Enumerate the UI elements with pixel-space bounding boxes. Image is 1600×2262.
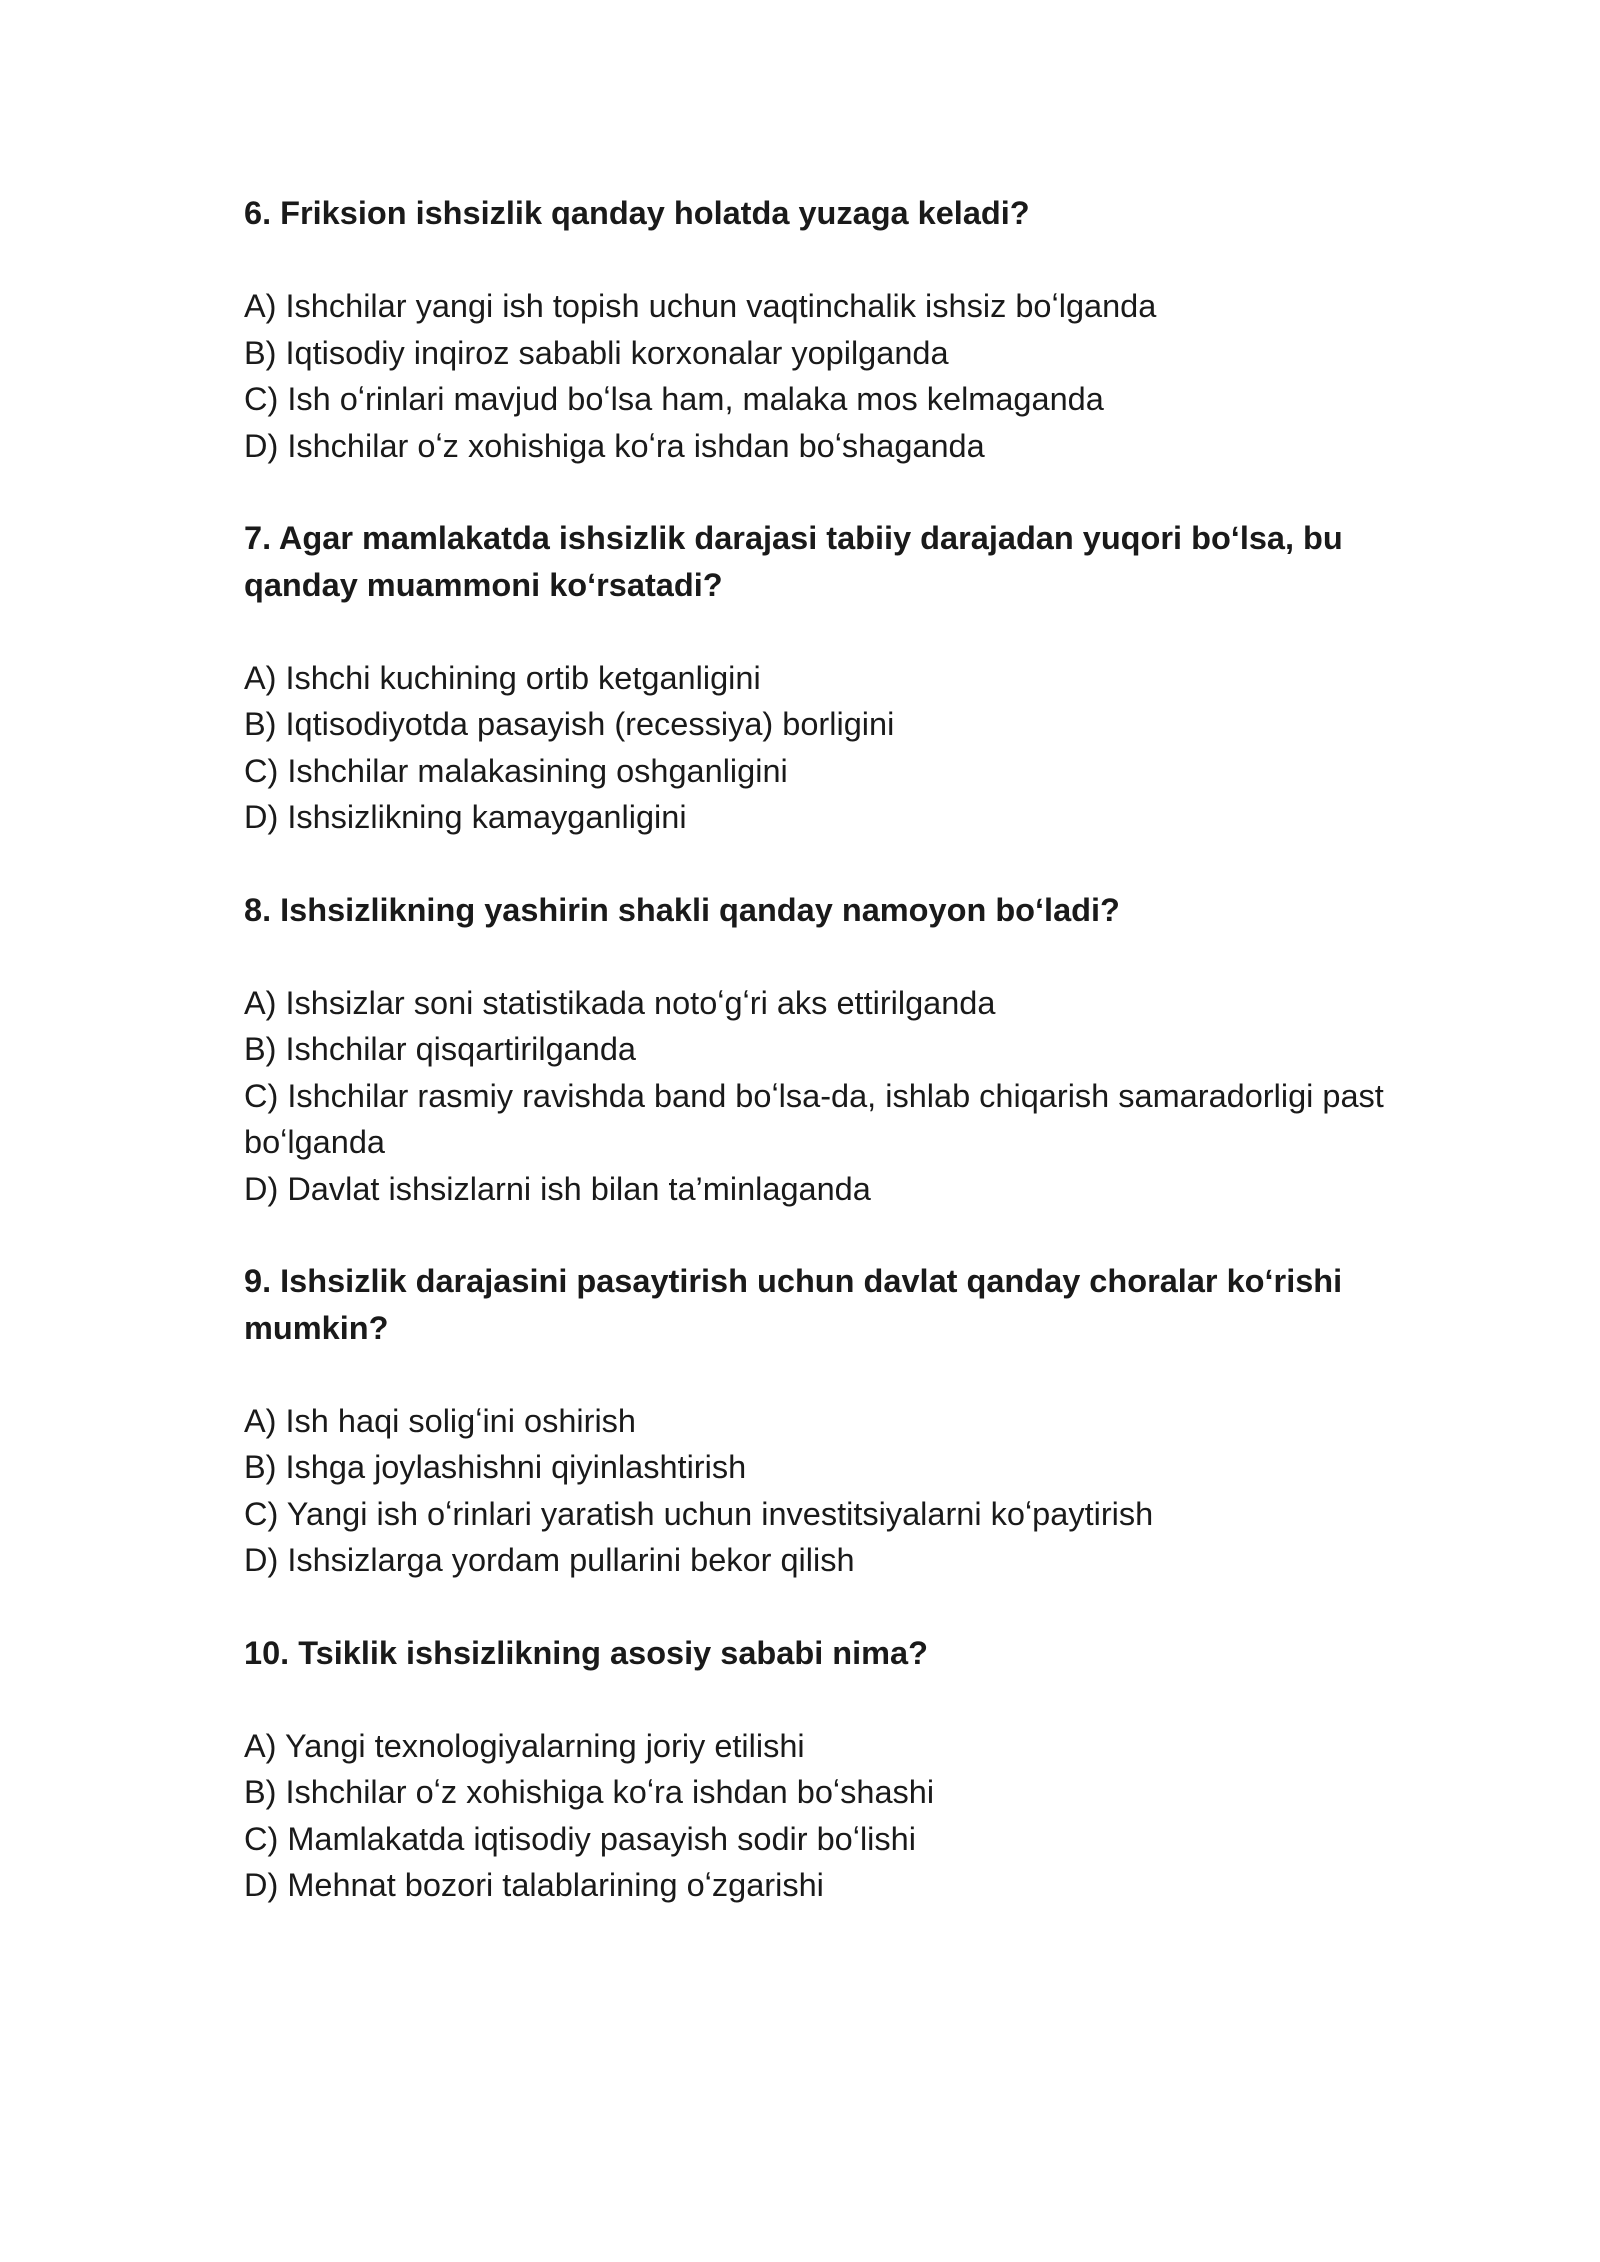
document-page bbox=[244, 190, 1394, 1955]
option-a: A) Ishchilar yangi ish topish uchun vaqtinchalik ishsiz boʻlganda bbox=[244, 288, 1157, 324]
question-10 bbox=[244, 1630, 1394, 1909]
option-c: C) Ishchilar malakasining oshganligini bbox=[244, 752, 788, 789]
option-b: B) Ishchilar oʻz xohishiga koʻra ishdan boʻshashi bbox=[244, 1774, 935, 1810]
question-title: 10. Tsiklik ishsizlikning asosiy sababi nima? bbox=[244, 1634, 928, 1671]
question-title: 7. Agar mamlakatda ishsizlik darajasi tabiiy darajadan yuqori boʻlsa, bu qanday muammoni koʻrsatadi? bbox=[244, 520, 1343, 603]
question-8 bbox=[244, 887, 1394, 1213]
question-7 bbox=[244, 515, 1394, 841]
option-b: B) Ishchilar qisqartirilganda bbox=[244, 1031, 636, 1067]
question-title: 6. Friksion ishsizlik qanday holatda yuzaga keladi? bbox=[244, 195, 1030, 231]
option-a: A) Ish haqi soligʻini oshirish bbox=[244, 1402, 636, 1439]
option-a: A) Ishsizlar soni statistikada notoʻgʻri aks ettirilganda bbox=[244, 984, 996, 1021]
option-b: B) Ishga joylashishni qiyinlashtirish bbox=[244, 1449, 747, 1485]
question-title: 8. Ishsizlikning yashirin shakli qanday namoyon boʻladi? bbox=[244, 891, 1120, 928]
option-d: D) Davlat ishsizlarni ish bilan ta’minlaganda bbox=[244, 1170, 871, 1207]
option-c: C) Ishchilar rasmiy ravishda band boʻlsa-da, ishlab chiqarish samaradorligi past boʻlganda bbox=[244, 1077, 1384, 1160]
question-9 bbox=[244, 1258, 1394, 1584]
option-a: A) Yangi texnologiyalarning joriy etilishi bbox=[244, 1727, 805, 1764]
option-d: D) Ishsizlikning kamayganligini bbox=[244, 799, 687, 835]
option-c: C) Yangi ish oʻrinlari yaratish uchun investitsiyalarni koʻpaytirish bbox=[244, 1495, 1154, 1532]
option-d: D) Ishsizlarga yordam pullarini bekor qilish bbox=[244, 1542, 855, 1578]
question-title: 9. Ishsizlik darajasini pasaytirish uchun davlat qanday choralar koʻrishi mumkin? bbox=[244, 1263, 1343, 1346]
option-d: D) Ishchilar oʻz xohishiga koʻra ishdan boʻshaganda bbox=[244, 427, 985, 464]
option-a: A) Ishchi kuchining ortib ketganligini bbox=[244, 659, 761, 696]
option-c: C) Ish oʻrinlari mavjud boʻlsa ham, malaka mos kelmaganda bbox=[244, 381, 1104, 417]
question-6 bbox=[244, 190, 1394, 469]
option-c: C) Mamlakatda iqtisodiy pasayish sodir boʻlishi bbox=[244, 1820, 916, 1857]
option-d: D) Mehnat bozori talablarining oʻzgarishi bbox=[244, 1867, 824, 1903]
option-b: B) Iqtisodiyotda pasayish (recessiya) borligini bbox=[244, 706, 895, 742]
option-b: B) Iqtisodiy inqiroz sababli korxonalar yopilganda bbox=[244, 334, 949, 371]
